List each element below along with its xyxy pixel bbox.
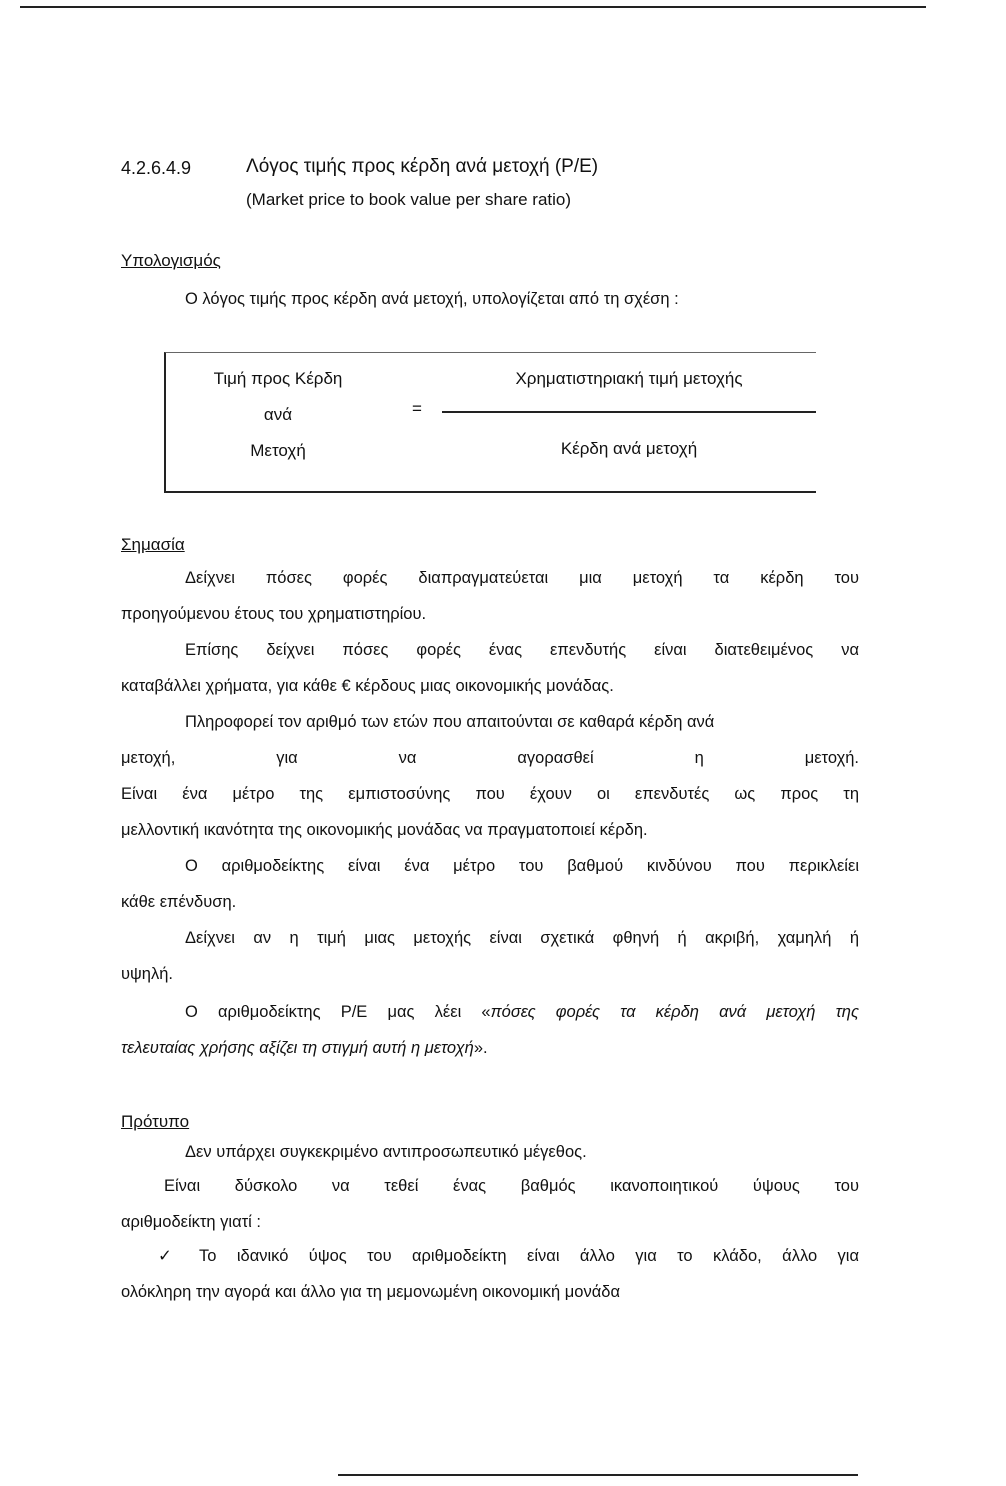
- formula-equals: =: [412, 399, 422, 418]
- significance-p4-line2: κάθε επένδυση.: [121, 893, 237, 911]
- formula-denominator: Κέρδη ανά μετοχή: [560, 439, 698, 458]
- standard-heading: Πρότυπο: [121, 1112, 190, 1131]
- calculation-intro: Ο λόγος τιμής προς κέρδη ανά μετοχή, υπολογίζεται από τη σχέση :: [185, 290, 679, 308]
- formula-lhs-line2: ανά: [263, 405, 293, 424]
- calculation-heading: Υπολογισμός: [121, 251, 221, 270]
- significance-p3-line3: Είναι ένα μέτρο της εμπιστοσύνης που έχουν οι επενδυτές ως προς τη: [121, 785, 859, 803]
- significance-p6-italic2: τελευταίας χρήσης αξίζει τη στιγμή αυτή η μετοχή: [121, 1039, 474, 1057]
- formula-box: [164, 352, 816, 493]
- significance-p2-line1: Επίσης δείχνει πόσες φορές ένας επενδυτής είναι διατεθειμένος να: [185, 641, 859, 659]
- section-number: 4.2.6.4.9: [121, 158, 192, 178]
- significance-p5-line1: Δείχνει αν η τιμή μιας μετοχής είναι σχετικά φθηνή ή ακριβή, χαμηλή ή: [185, 929, 859, 947]
- bottom-rule: [338, 1474, 858, 1476]
- significance-p6-line2: [121, 1030, 488, 1066]
- significance-p3-line4: μελλοντική ικανότητα της οικονομικής μονάδας να πραγματοποιεί κέρδη.: [121, 821, 648, 839]
- top-rule: [20, 6, 926, 8]
- standard-line1: Δεν υπάρχει συγκεκριμένο αντιπροσωπευτικό μέγεθος.: [185, 1143, 587, 1161]
- standard-bullet-line2: ολόκληρη την αγορά και άλλο για τη μεμονωμένη οικονομική μονάδα: [121, 1283, 620, 1301]
- significance-p1-line2: προηγούμενου έτους του χρηματιστηρίου.: [121, 605, 427, 623]
- significance-p6-italic1: πόσες φορές τα κέρδη ανά μετοχή της: [490, 1003, 859, 1021]
- section-subtitle: (Market price to book value per share ratio): [246, 190, 572, 209]
- formula-lhs-line3: Μετοχή: [250, 441, 306, 460]
- significance-p5-line2: υψηλή.: [121, 965, 173, 983]
- significance-p3-line2: μετοχή, για να αγορασθεί η μετοχή.: [121, 749, 859, 767]
- significance-heading: Σημασία: [121, 535, 185, 554]
- significance-p6-prefix: Ο αριθμοδείκτης P/E μας λέει «: [185, 1003, 491, 1021]
- significance-p6-suffix: ».: [473, 1039, 488, 1057]
- standard-line3: αριθμοδείκτη γιατί :: [121, 1213, 261, 1231]
- formula-lhs-line1: Τιμή προς Κέρδη: [213, 369, 343, 388]
- standard-bullet-line1: Το ιδανικό ύψος του αριθμοδείκτη είναι άλλο για το κλάδο, άλλο για: [199, 1247, 859, 1265]
- standard-line2: Είναι δύσκολο να τεθεί ένας βαθμός ικανοποιητικού ύψους του: [164, 1177, 859, 1195]
- formula-numerator: Χρηματιστηριακή τιμή μετοχής: [515, 369, 743, 388]
- check-icon: ✓: [158, 1247, 172, 1265]
- significance-p3-line1: Πληροφορεί τον αριθμό των ετών που απαιτούνται σε καθαρά κέρδη ανά: [185, 713, 715, 731]
- section-title: Λόγος τιμής προς κέρδη ανά μετοχή (P/E): [246, 156, 599, 177]
- significance-p4-line1: Ο αριθμοδείκτης είναι ένα μέτρο του βαθμού κινδύνου που περικλείει: [185, 857, 859, 875]
- significance-p2-line2: καταβάλλει χρήματα, για κάθε € κέρδους μιας οικονομικής μονάδας.: [121, 677, 614, 695]
- fraction-line: [442, 411, 816, 413]
- significance-p6-line1: [185, 994, 859, 1030]
- significance-p1-line1: Δείχνει πόσες φορές διαπραγματεύεται μια μετοχή τα κέρδη του: [185, 569, 859, 587]
